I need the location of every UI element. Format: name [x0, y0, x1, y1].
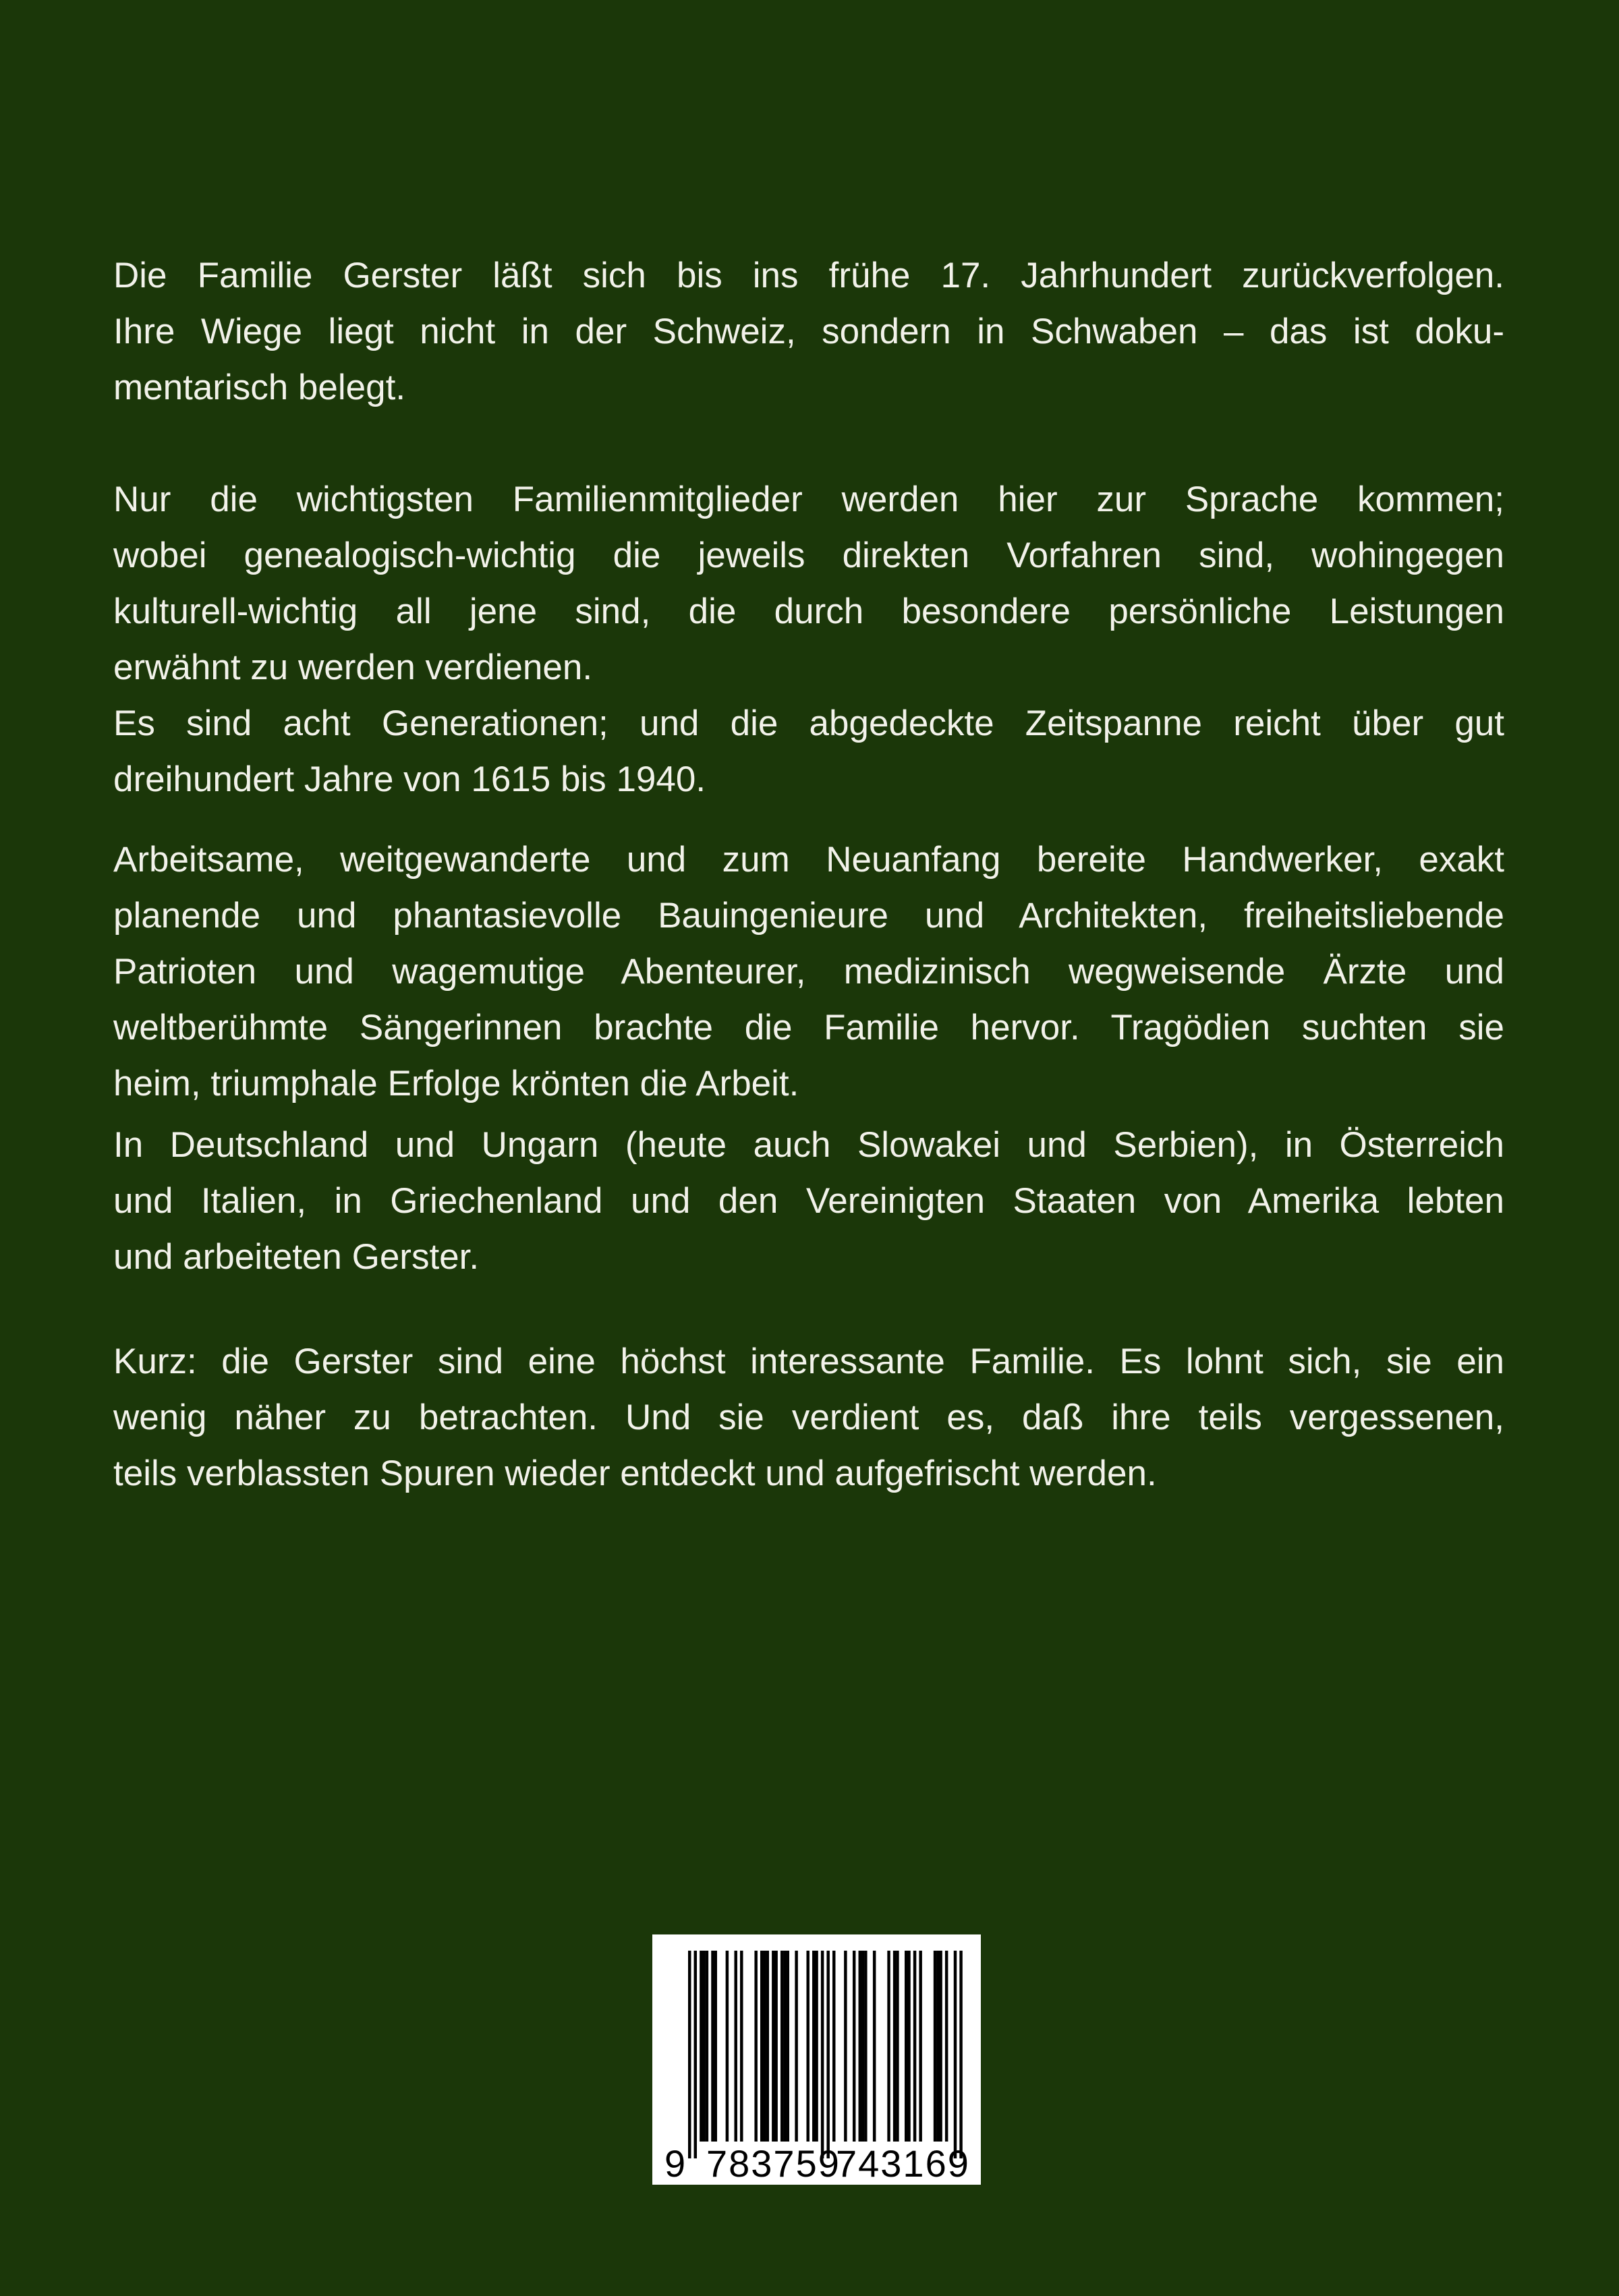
barcode-bar: [945, 1951, 948, 2142]
text-line: Ihre Wiege liegt nicht in der Schweiz, sondern in Schwaben – das ist doku-: [113, 312, 1504, 351]
barcode-bar: [726, 1951, 729, 2142]
barcode-bar: [688, 1951, 691, 2158]
text-line: Nur die wichtigsten Familienmitglieder werden hier zur Sprache kommen;: [113, 480, 1504, 519]
barcode-bar: [740, 1951, 743, 2142]
barcode-bar: [821, 1951, 824, 2158]
paragraph: [113, 832, 1504, 1112]
barcode-bar: [783, 1951, 786, 2142]
isbn-barcode: [652, 1934, 981, 2185]
barcode-left-digits: 783759: [706, 2142, 841, 2185]
barcode-bar: [954, 1951, 957, 2158]
text-line: erwähnt zu werden verdienen.: [113, 648, 593, 687]
paragraph: [113, 1117, 1504, 1285]
barcode-bar: [959, 1951, 962, 2158]
barcode-bar: [780, 1951, 783, 2142]
text-line: wobei genealogisch-wichtig die jeweils direkten Vorfahren sind, wohingegen: [113, 536, 1504, 575]
barcode-bar: [853, 1951, 855, 2142]
barcode-bar: [826, 1951, 829, 2158]
barcode-bar: [936, 1951, 939, 2142]
barcode-bar: [907, 1951, 910, 2142]
barcode-bar: [774, 1951, 777, 2142]
barcode-bar: [763, 1951, 766, 2142]
text-line: In Deutschland und Ungarn (heute auch Slowakei und Serbien), in Österreich: [113, 1125, 1504, 1165]
text-line: Arbeitsame, weitgewanderte und zum Neuanfang bereite Handwerker, exakt: [113, 840, 1504, 880]
barcode-bar: [754, 1951, 757, 2142]
barcode-bar: [934, 1951, 936, 2142]
barcode-bar: [873, 1951, 876, 2142]
barcode-bar: [711, 1951, 714, 2142]
text-line: und arbeiteten Gerster.: [113, 1237, 480, 1277]
barcode-bar: [887, 1951, 890, 2142]
barcode-bar: [772, 1951, 774, 2142]
barcode-bar: [939, 1951, 942, 2142]
barcode-bar: [806, 1951, 809, 2142]
paragraph: [113, 248, 1504, 415]
text-line: kulturell-wichtig all jene sind, die durch besondere persönliche Leistungen: [113, 592, 1504, 631]
barcode-bar: [714, 1951, 717, 2142]
barcode-bar: [706, 1951, 708, 2142]
barcode-bar: [844, 1951, 847, 2142]
text-line: Patrioten und wagemutige Abenteurer, medizinisch wegweisende Ärzte und: [113, 952, 1504, 992]
barcode-bar: [700, 1951, 702, 2142]
text-line: und Italien, in Griechenland und den Vereinigten Staaten von Amerika lebten: [113, 1181, 1504, 1221]
text-line: dreihundert Jahre von 1615 bis 1940.: [113, 759, 706, 799]
barcode-bar: [795, 1951, 797, 2142]
paragraph: [113, 1333, 1504, 1501]
barcode-bar: [919, 1951, 921, 2142]
text-line: heim, triumphale Erfolge krönten die Arbeit.: [113, 1064, 799, 1103]
barcode-bar: [787, 1951, 789, 2142]
barcode-bar: [864, 1951, 867, 2142]
text-line: Es sind acht Generationen; und die abgedeckte Zeitspanne reicht über gut: [113, 704, 1504, 743]
text-line: Die Familie Gerster läßt sich bis ins frühe 17. Jahrhundert zurückverfolgen.: [113, 256, 1504, 295]
barcode-bar: [905, 1951, 907, 2142]
barcode-bar: [913, 1951, 916, 2142]
barcode-bar: [766, 1951, 769, 2142]
barcode-first-digit: 9: [664, 2142, 686, 2185]
text-line: Kurz: die Gerster sind eine höchst interessante Familie. Es lohnt sich, sie ein: [113, 1342, 1504, 1381]
text-line: planende und phantasievolle Bauingenieure und Architekten, freiheitsliebende: [113, 896, 1504, 936]
barcode-bar: [893, 1951, 896, 2142]
text-line: wenig näher zu betrachten. Und sie verdient es, daß ihre teils vergessenen,: [113, 1398, 1504, 1437]
barcode-bar: [815, 1951, 818, 2142]
paragraph: [113, 471, 1504, 807]
text-line: mentarisch belegt.: [113, 368, 406, 407]
barcode-bar: [896, 1951, 899, 2142]
text-line: weltberühmte Sängerinnen brachte die Familie hervor. Tragödien suchten sie: [113, 1008, 1504, 1047]
barcode-bar: [760, 1951, 763, 2142]
barcode-bar: [734, 1951, 737, 2142]
barcode-bar: [861, 1951, 864, 2142]
barcode-bar: [812, 1951, 815, 2142]
barcode-right-digits: 743169: [836, 2142, 970, 2185]
barcode-bar: [832, 1951, 835, 2142]
barcode-bar: [859, 1951, 861, 2142]
barcode-bar: [694, 1951, 697, 2158]
text-line: teils verblassten Spuren wieder entdeckt und aufgefrischt werden.: [113, 1454, 1157, 1493]
barcode-bar: [702, 1951, 705, 2142]
